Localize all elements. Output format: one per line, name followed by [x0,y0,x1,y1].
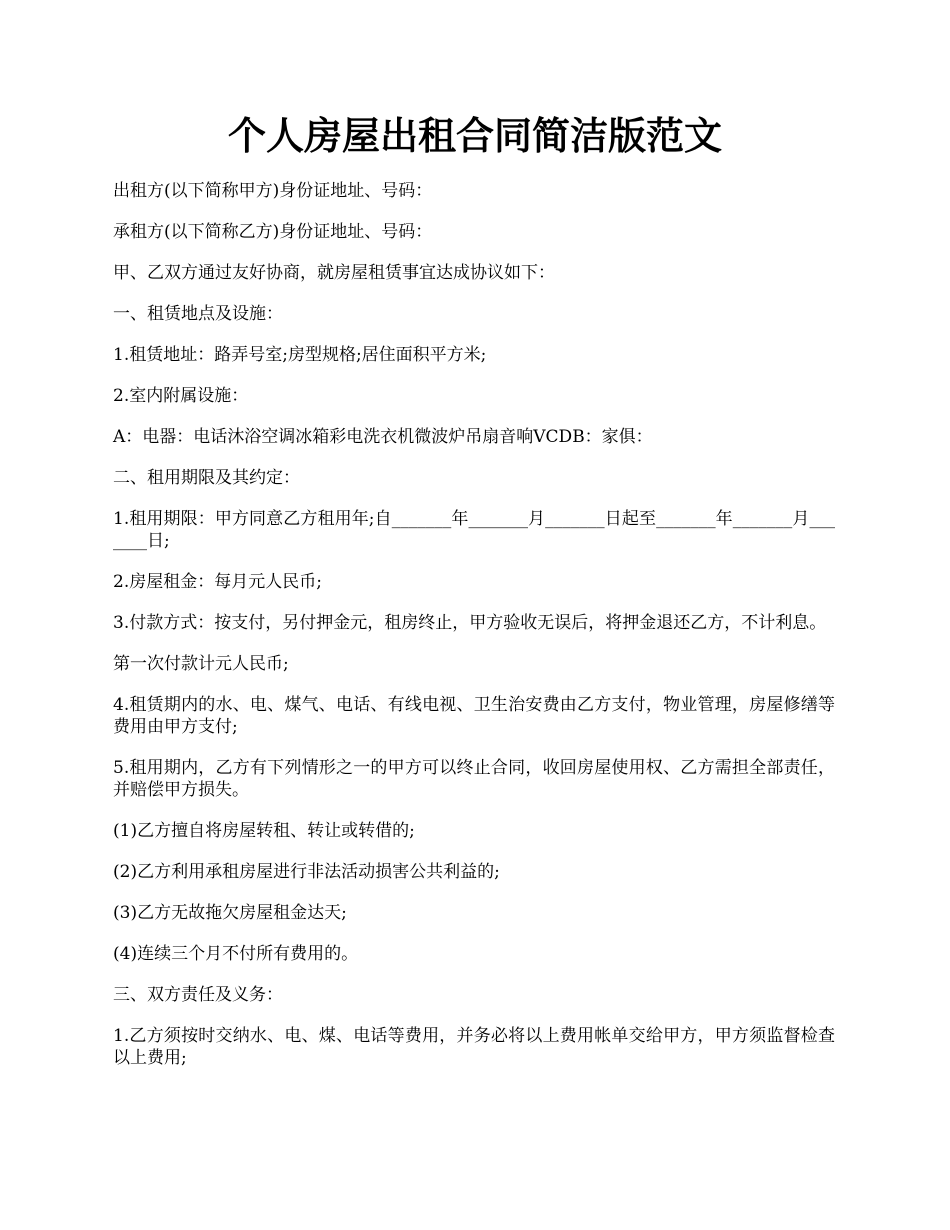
paragraph-agreement-intro: 甲、乙双方通过友好协商，就房屋租赁事宜达成协议如下： [113,263,555,283]
paragraph-utility-fees: 4.租赁期内的水、电、煤气、电话、有线电视、卫生治安费由乙方支付，物业管理，房屋修缮等费用由甲方支付; [113,695,835,737]
section-heading-location: 一、租赁地点及设施： [113,304,283,324]
section-heading-responsibilities: 三、双方责任及义务： [113,985,283,1005]
paragraph-clause-1: (1)乙方擅自将房屋转租、转让或转借的; [113,821,415,841]
document-body [113,180,835,1088]
paragraph-appliances: A：电器：电话沐浴空调冰箱彩电洗衣机微波炉吊扇音响VCDB：家俱： [113,427,653,447]
paragraph-termination: 5.租用期内，乙方有下列情形之一的甲方可以终止合同，收回房屋使用权、乙方需担全部责任，并赔偿甲方损失。 [113,758,835,800]
paragraph-payment-method: 3.付款方式：按支付，另付押金元，租房终止，甲方验收无误后，将押金退还乙方，不计利息。 [113,613,827,633]
paragraph-lease-term: 1.租用期限：甲方同意乙方租用年;自_______年_______月_______日起至_______年_______月_______日; [113,509,835,551]
paragraph-clause-3: (3)乙方无故拖欠房屋租金达天; [113,903,347,923]
paragraph-lessee-duty: 1.乙方须按时交纳水、电、煤、电话等费用，并务必将以上费用帐单交给甲方，甲方须监督检查以上费用; [113,1026,835,1068]
paragraph-rental-address: 1.租赁地址：路弄号室;房型规格;居住面积平方米; [113,345,487,365]
document-title: 个人房屋出租合同简洁版范文 [227,113,722,158]
paragraph-lessor-id: 出租方(以下简称甲方)身份证地址、号码： [113,181,433,201]
paragraph-first-payment: 第一次付款计元人民币; [113,654,289,674]
paragraph-facilities: 2.室内附属设施： [113,386,249,406]
paragraph-clause-4: (4)连续三个月不付所有费用的。 [113,944,359,964]
paragraph-clause-2: (2)乙方利用承租房屋进行非法活动损害公共利益的; [113,862,500,882]
paragraph-rent: 2.房屋租金：每月元人民币; [113,572,322,592]
paragraph-lessee-id: 承租方(以下简称乙方)身份证地址、号码： [113,222,433,242]
section-heading-term: 二、租用期限及其约定： [113,468,300,488]
